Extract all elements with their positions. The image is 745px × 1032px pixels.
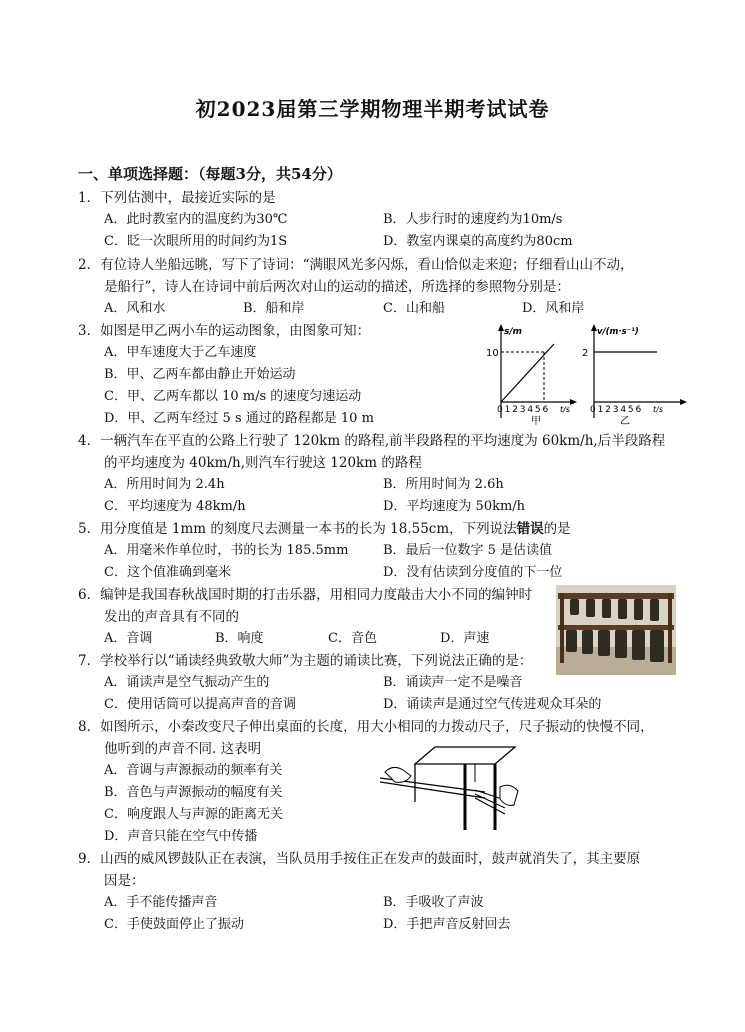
q1-option-a[interactable]: A．此时教室内的温度约为30℃ — [104, 212, 288, 227]
q2-option-a[interactable]: A．风和水 — [104, 301, 166, 316]
q5-option-b[interactable]: B．最后一位数字 5 是估读值 — [383, 543, 553, 558]
q3-option-c[interactable]: C．甲、乙两车都以 10 m/s 的速度匀速运动 — [104, 389, 362, 404]
question-5-stem: 5．用分度值是 1mm 的刻度尺去测量一本书的长为 18.55cm，下列说法错误的是 — [78, 521, 571, 537]
question-2-stem: 2．有位诗人坐船远眺，写下了诗词：“满眼风光多闪烁，看山恰似走来迎；仔细看山山不动， — [78, 257, 634, 273]
question-4-stem: 4．一辆汽车在平直的公路上行驶了 120km 的路程,前半段路程的平均速度为 60km/h,后半段路程 — [78, 433, 666, 449]
q8-option-b[interactable]: B．音色与声源振动的幅度有关 — [104, 785, 283, 800]
q6-option-a[interactable]: A．音调 — [104, 631, 153, 646]
question-8-stem: 8．如图所示，小秦改变尺子伸出桌面的长度，用大小相同的力拨动尺子，尺子振动的快慢不同， — [78, 719, 654, 735]
q3-option-d[interactable]: D．甲、乙两车经过 5 s 通过的路程都是 10 m — [104, 411, 374, 426]
graph-yi-ytick: 2 — [582, 348, 589, 359]
q6-option-d[interactable]: D．声速 — [440, 631, 490, 646]
q1-option-c[interactable]: C．眨一次眼所用的时间约为1S — [104, 234, 288, 249]
emphasis-word: 错误 — [516, 521, 544, 537]
q7-option-c[interactable]: C．使用话筒可以提高声音的音调 — [104, 697, 296, 712]
graph-jia — [478, 322, 578, 427]
q4-option-a[interactable]: A．所用时间为 2.4h — [104, 477, 225, 492]
question-9-stem: 9．山西的威风锣鼓队正在表演，当队员用手按住正在发声的鼓面时，鼓声就消失了，其主要原 — [78, 851, 641, 867]
q7-option-b[interactable]: B．诵读声一定不是噪音 — [383, 675, 523, 690]
graph-yi-xlabel: t/s — [653, 405, 663, 414]
graph-jia-ylabel: s/m — [504, 327, 523, 337]
question-9-stem-cont: 因是： — [104, 873, 145, 889]
q6-option-b[interactable]: B．响度 — [215, 631, 264, 646]
q5-option-c[interactable]: C．这个值准确到毫米 — [104, 565, 231, 580]
q5-option-a[interactable]: A．用毫米作单位时，书的长为 185.5mm — [104, 543, 349, 558]
q1-option-d[interactable]: D．教室内课桌的高度约为80cm — [383, 234, 573, 249]
q3-option-a[interactable]: A．甲车速度大于乙车速度 — [104, 345, 257, 360]
question-7-stem: 7．学校举行以“诵读经典致敬大师”为主题的诵读比赛，下列说法正确的是： — [78, 653, 533, 669]
q7-option-d[interactable]: D．诵读声是通过空气传进观众耳朵的 — [383, 697, 602, 712]
q7-option-a[interactable]: A．诵读声是空气振动产生的 — [104, 675, 270, 690]
q2-option-c[interactable]: C．山和船 — [383, 301, 445, 316]
graph-jia-xlabel: t/s — [560, 405, 570, 414]
q2-option-b[interactable]: B．船和岸 — [243, 301, 305, 316]
question-1-stem: 1．下列估测中，最接近实际的是 — [78, 190, 276, 206]
question-4-stem-cont: 的平均速度为 40km/h,则汽车行驶这 120km 的路程 — [104, 455, 422, 471]
graph-jia-xticks: 0 1 2 3 4 5 6 — [497, 405, 548, 415]
graph-yi-name: 乙 — [620, 416, 630, 427]
question-6-stem-cont: 发出的声音具有不同的 — [104, 609, 239, 625]
q6-option-c[interactable]: C．音色 — [328, 631, 377, 646]
q8-option-c[interactable]: C．响度跟人与声源的距离无关 — [104, 807, 283, 822]
q8-option-a[interactable]: A．音调与声源振动的频率有关 — [104, 763, 283, 778]
graph-jia-name: 甲 — [531, 416, 541, 427]
question-8-stem-cont: 他听到的声音不同. 这表明 — [104, 741, 262, 757]
ruler-table-illustration — [375, 742, 525, 832]
q9-option-c[interactable]: C．手使鼓面停止了振动 — [104, 917, 244, 932]
question-3-stem: 3．如图是甲乙两小车的运动图象，由图象可知： — [78, 323, 371, 339]
page-title: 初2023届第三学期物理半期考试试卷 — [195, 97, 550, 121]
q5-option-d[interactable]: D．没有估读到分度值的下一位 — [383, 565, 563, 580]
q3-option-b[interactable]: B．甲、乙两车都由静止开始运动 — [104, 367, 296, 382]
question-2-stem-cont: 是船行”，诗人在诗词中前后两次对山的运动的描述，所选择的参照物分别是： — [104, 279, 570, 295]
graph-yi-ylabel: v/(m·s⁻¹) — [597, 327, 639, 337]
graph-yi — [575, 322, 690, 427]
q8-option-d[interactable]: D．声音只能在空气中传播 — [104, 829, 258, 844]
section-heading: 一、单项选择题：（每题3分，共54分） — [78, 165, 342, 183]
q9-option-b[interactable]: B．手吸收了声波 — [383, 895, 484, 910]
q9-option-a[interactable]: A．手不能传播声音 — [104, 895, 218, 910]
bianzhong-bells-photo — [556, 585, 676, 675]
q9-option-d[interactable]: D．手把声音反射回去 — [383, 917, 511, 932]
q4-option-d[interactable]: D．平均速度为 50km/h — [383, 499, 526, 514]
q2-option-d[interactable]: D．风和岸 — [522, 301, 585, 316]
graph-jia-ytick: 10 — [486, 348, 499, 359]
graph-yi-xticks: 0 1 2 3 4 5 6 — [590, 405, 641, 415]
q4-option-c[interactable]: C．平均速度为 48km/h — [104, 499, 246, 514]
question-6-stem: 6．编钟是我国春秋战国时期的打击乐器，用相同力度敲击大小不同的编钟时 — [78, 587, 533, 603]
q1-option-b[interactable]: B．人步行时的速度约为10m/s — [383, 212, 563, 227]
q4-option-b[interactable]: B．所用时间为 2.6h — [383, 477, 504, 492]
